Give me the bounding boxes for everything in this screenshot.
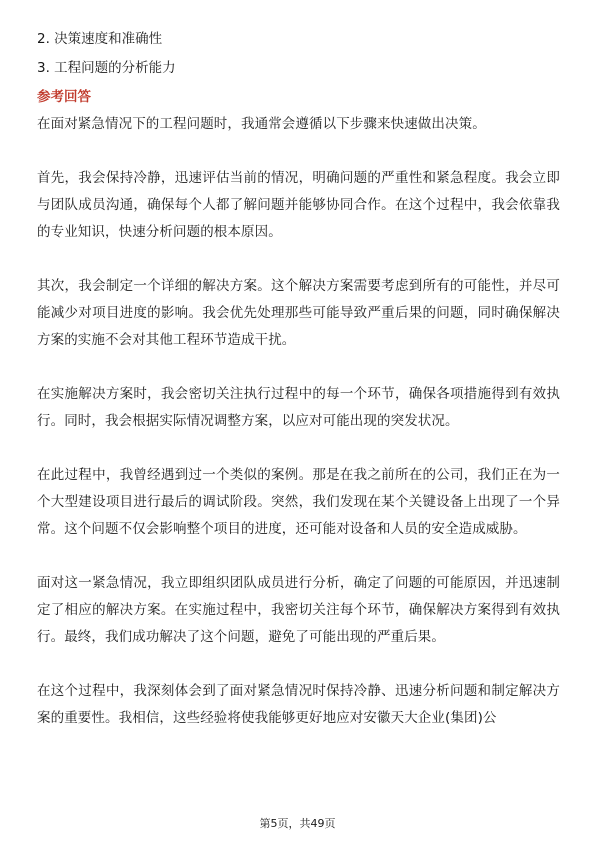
answer-heading: 参考回答: [37, 89, 91, 105]
paragraph-first-step: 首先，我会保持冷静，迅速评估当前的情况，明确问题的严重性和紧急程度。我会立即与团队成员沟通，确保每个人都了解问题并能够协同合作。在这个过程中，我会依靠我的专业知识，快速分析问题的根本原因。: [37, 170, 560, 240]
paragraph-implementation: 在实施解决方案时，我会密切关注执行过程中的每一个环节，确保各项措施得到有效执行。同时，我会根据实际情况调整方案，以应对可能出现的突发状况。: [37, 386, 560, 429]
paragraph-response: 面对这一紧急情况，我立即组织团队成员进行分析，确定了问题的可能原因，并迅速制定了相应的解决方案。在实施过程中，我密切关注每个环节，确保解决方案得到有效执行。最终，我们成功解决了这个问题，避免了可能出现的严重后果。: [37, 575, 560, 645]
paragraph-second-step: 其次，我会制定一个详细的解决方案。这个解决方案需要考虑到所有的可能性，并尽可能减少对项目进度的影响。我会优先处理那些可能导致严重后果的问题，同时确保解决方案的实施不会对其他工程环节造成干扰。: [37, 278, 560, 348]
page-number: 第5页，共49页: [259, 817, 336, 830]
list-item-decision-speed: 2. 决策速度和准确性: [37, 31, 163, 47]
page-content: [37, 29, 560, 732]
paragraph-case: 在此过程中，我曾经遇到过一个类似的案例。那是在我之前所在的公司，我们正在为一个大型建设项目进行最后的调试阶段。突然，我们发现在某个关键设备上出现了一个异常。这个问题不仅会影响整个项目的进度，还可能对设备和人员的安全造成威胁。: [37, 467, 560, 537]
paragraph-intro: 在面对紧急情况下的工程问题时，我通常会遵循以下步骤来快速做出决策。: [37, 116, 486, 132]
paragraph-reflection: 在这个过程中，我深刻体会到了面对紧急情况时保持冷静、迅速分析问题和制定解决方案的重要性。我相信，这些经验将使我能够更好地应对安徽天大企业(集团)公: [37, 683, 560, 726]
list-item-analysis-ability: 3. 工程问题的分析能力: [37, 60, 176, 76]
